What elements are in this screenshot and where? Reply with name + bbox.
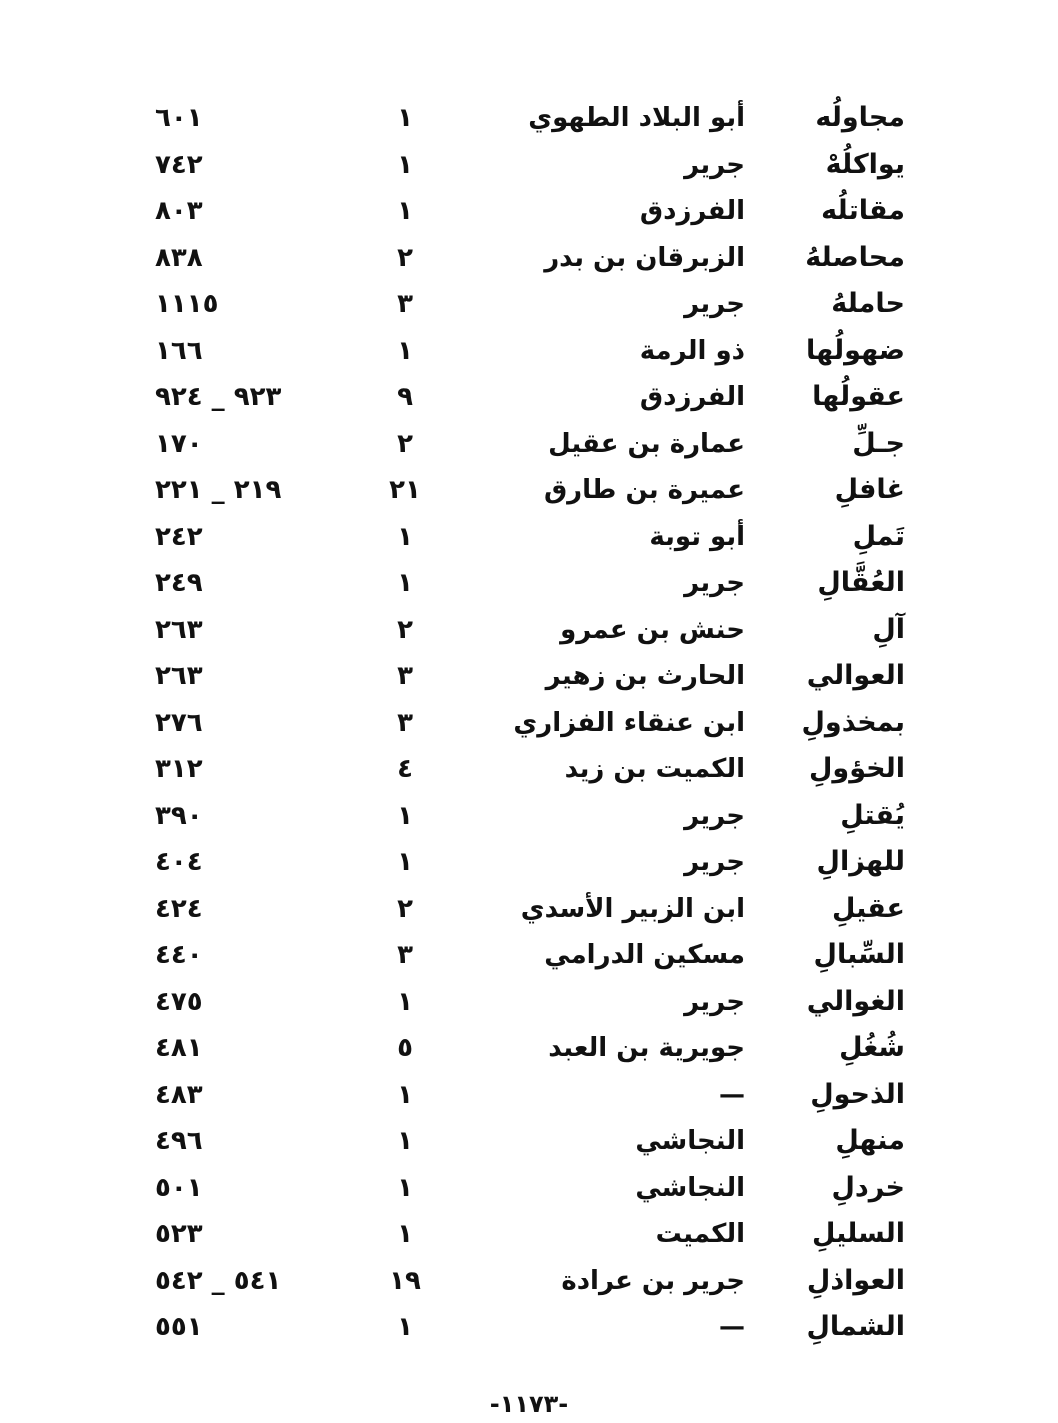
page-reference: ١١١٥ [155, 289, 219, 319]
rhyme-word: تَملِ [852, 520, 905, 552]
poet-name: جرير [684, 149, 745, 180]
poet-name: النجاشي [635, 1126, 745, 1156]
table-row [140, 514, 920, 561]
poet-name: — [719, 1312, 745, 1342]
page-reference: ٢٤٢ [155, 521, 203, 552]
rhyme-index-table [140, 95, 920, 1351]
table-row [140, 1258, 920, 1305]
page-reference: ٥٤١ _ ٥٤٢ [155, 1265, 282, 1296]
poet-name: — [719, 1079, 745, 1110]
verse-count: ١ [397, 149, 413, 180]
verse-count: ٥ [397, 1033, 413, 1063]
verse-count: ١ [397, 1312, 413, 1342]
page-reference: ٤٨٣ [155, 1079, 203, 1110]
page-reference: ٦٠١ [155, 103, 203, 133]
verse-count: ٩ [397, 382, 413, 412]
table-row [140, 281, 920, 328]
table-row [140, 1211, 920, 1258]
verse-count: ١ [397, 521, 413, 552]
table-row [140, 1072, 920, 1119]
verse-count: ١ [397, 103, 413, 133]
table-row [140, 142, 920, 189]
rhyme-word: للهزالِ [816, 846, 905, 877]
page-reference: ٧٤٢ [155, 149, 203, 180]
rhyme-word: بمخذولِ [801, 706, 905, 738]
poet-name: الفرزدق [639, 196, 745, 226]
poet-name: ابن الزبير الأسدي [520, 893, 745, 924]
table-row [140, 839, 920, 886]
verse-count: ٢١ [389, 475, 421, 505]
rhyme-word: يُقتلِ [840, 799, 905, 831]
rhyme-word: مقاتلُه [821, 195, 905, 226]
rhyme-word: عقيلِ [832, 892, 905, 924]
verse-count: ٢ [397, 893, 413, 924]
table-row [140, 235, 920, 282]
page-reference: ٣١٢ [155, 754, 203, 784]
table-row [140, 560, 920, 607]
rhyme-word: شُغُلِ [839, 1032, 905, 1063]
table-row [140, 746, 920, 793]
rhyme-word: العوالي [806, 660, 905, 691]
table-row [140, 1025, 920, 1072]
rhyme-word: العُقَّالِ [817, 567, 905, 598]
poet-name: أبو توبة [649, 521, 745, 552]
table-row [140, 467, 920, 514]
poet-name: عميرة بن طارق [543, 475, 745, 505]
poet-name: جرير [684, 800, 745, 831]
verse-count: ٢ [397, 614, 413, 645]
page-reference: ٥٥١ [155, 1312, 203, 1342]
table-row [140, 421, 920, 468]
page-reference: ٥٠١ [155, 1172, 203, 1203]
rhyme-word: جـلِّ [852, 427, 905, 459]
poet-name: الفرزدق [639, 382, 745, 412]
poet-name: الحارث بن زهير [545, 661, 745, 691]
verse-count: ١ [397, 196, 413, 226]
page-reference: ٢١٩ _ ٢٢١ [155, 475, 282, 505]
poet-name: الكميت [655, 1219, 745, 1249]
page-number: -١١٧٣- [489, 1390, 569, 1418]
poet-name: عمارة بن عقيل [548, 428, 745, 459]
poet-name: جرير [684, 986, 745, 1017]
verse-count: ٣ [397, 707, 413, 738]
page-reference: ٤٠٤ [155, 847, 203, 877]
poet-name: جرير [684, 289, 745, 319]
verse-count: ٣ [397, 940, 413, 970]
rhyme-word: محاصلهُ [805, 241, 905, 273]
table-row [140, 793, 920, 840]
verse-count: ٣ [397, 289, 413, 319]
rhyme-word: آلِ [872, 613, 905, 645]
poet-name: حنش بن عمرو [560, 614, 745, 645]
table-row [140, 328, 920, 375]
rhyme-word: عقولُها [812, 381, 905, 412]
rhyme-word: منهلِ [835, 1125, 905, 1156]
poet-name: أبو البلاد الطهوي [528, 103, 745, 133]
table-row [140, 1165, 920, 1212]
poet-name: ذو الرمة [639, 335, 745, 366]
poet-name: جرير [684, 568, 745, 598]
table-row [140, 188, 920, 235]
table-row [140, 1304, 920, 1351]
page-reference: ٢٤٩ [155, 568, 203, 598]
rhyme-word: حاملهُ [831, 288, 905, 319]
verse-count: ١ [397, 1126, 413, 1156]
table-row [140, 886, 920, 933]
table-row [140, 607, 920, 654]
rhyme-word: الشمالِ [806, 1311, 905, 1342]
page-reference: ٩٢٣ _ ٩٢٤ [155, 382, 282, 412]
verse-count: ١ [397, 986, 413, 1017]
verse-count: ٣ [397, 661, 413, 691]
verse-count: ١ [397, 1219, 413, 1249]
rhyme-word: غافلِ [834, 474, 905, 505]
rhyme-word: الغوالي [806, 985, 905, 1017]
page-reference: ٥٢٣ [155, 1219, 203, 1249]
poet-name: جويرية بن العبد [548, 1033, 745, 1063]
rhyme-word: السليلِ [811, 1218, 905, 1249]
page-reference: ٤٨١ [155, 1033, 203, 1063]
table-row [140, 95, 920, 142]
page-reference: ٢٧٦ [155, 707, 203, 738]
rhyme-word: يواكلُهْ [825, 148, 905, 180]
poet-name: جرير [684, 847, 745, 877]
verse-count: ١ [397, 800, 413, 831]
table-row [140, 374, 920, 421]
table-row [140, 979, 920, 1026]
verse-count: ١ [397, 1079, 413, 1110]
rhyme-word: العواذلِ [806, 1264, 905, 1296]
table-row [140, 653, 920, 700]
verse-count: ١ [397, 335, 413, 366]
page-reference: ١٦٦ [155, 335, 203, 366]
page-reference: ٢٦٣ [155, 661, 203, 691]
page-reference: ٢٦٣ [155, 614, 203, 645]
rhyme-word: الخؤولِ [809, 753, 905, 784]
poet-name: النجاشي [635, 1172, 745, 1203]
verse-count: ١٩ [389, 1265, 421, 1296]
page-reference: ٨٣٨ [155, 242, 203, 273]
table-row [140, 1118, 920, 1165]
page-reference: ٤٢٤ [155, 893, 203, 924]
page-reference: ٨٠٣ [155, 196, 203, 226]
verse-count: ٢ [397, 242, 413, 273]
poet-name: الزبرقان بن بدر [544, 242, 745, 273]
verse-count: ١ [397, 1172, 413, 1203]
page-reference: ٤٩٦ [155, 1126, 203, 1156]
verse-count: ٤ [397, 754, 413, 784]
poet-name: مسكين الدرامي [544, 940, 745, 970]
poet-name: الكميت بن زيد [564, 754, 745, 784]
poet-name: ابن عنقاء الفزاري [513, 707, 745, 738]
verse-count: ٢ [397, 428, 413, 459]
poet-name: جرير بن عرادة [561, 1265, 745, 1296]
table-row [140, 700, 920, 747]
rhyme-word: خردلِ [831, 1171, 905, 1203]
table-row [140, 932, 920, 979]
rhyme-word: مجاولُه [815, 102, 905, 133]
page-reference: ٤٧٥ [155, 986, 203, 1017]
page-reference: ١٧٠ [155, 428, 203, 459]
page-reference: ٣٩٠ [155, 800, 203, 831]
page-reference: ٤٤٠ [155, 940, 203, 970]
rhyme-word: السِّبالِ [813, 939, 905, 970]
verse-count: ١ [397, 568, 413, 598]
rhyme-word: الذحولِ [810, 1078, 905, 1110]
verse-count: ١ [397, 847, 413, 877]
rhyme-word: ضهولُها [806, 334, 905, 366]
